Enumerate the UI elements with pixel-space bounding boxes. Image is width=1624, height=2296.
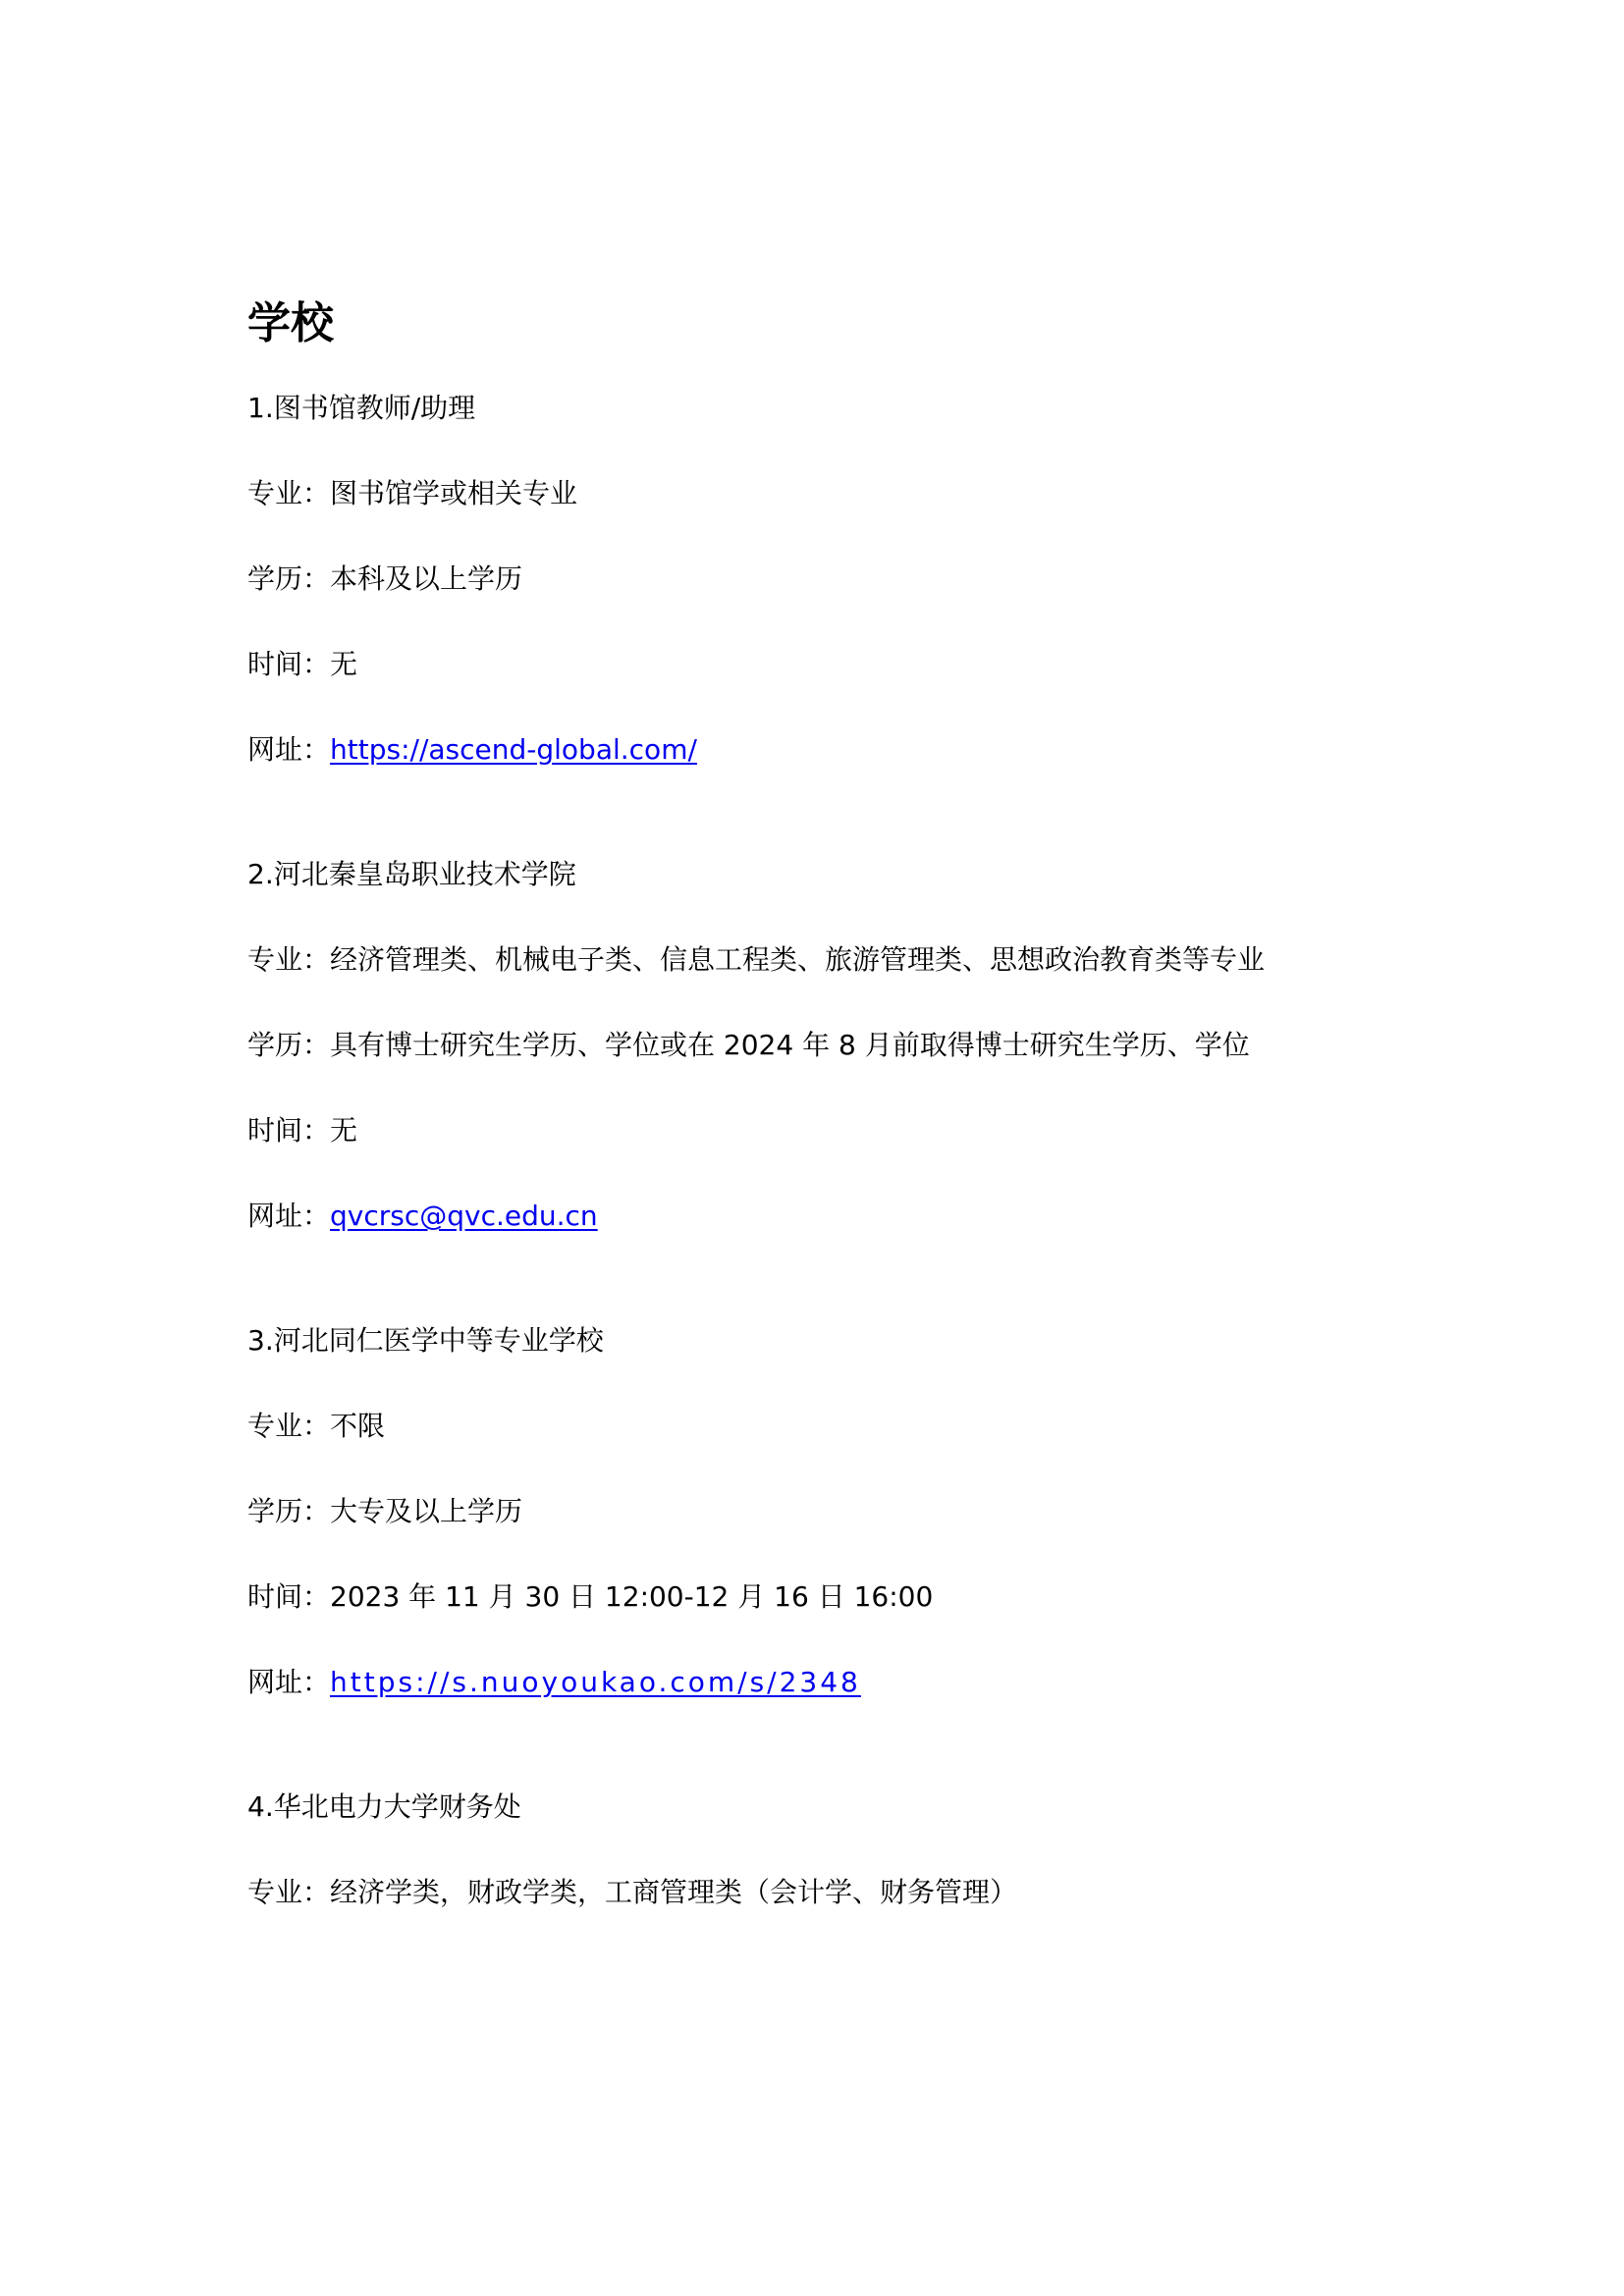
document-content — [247, 294, 1377, 1998]
major-line — [247, 474, 1377, 513]
education-line — [247, 560, 1377, 599]
time-label: 时间： — [247, 1580, 331, 1613]
entry-title: 3.河北同仁医学中等专业学校 — [247, 1324, 604, 1357]
job-entry-3 — [247, 1321, 1377, 1702]
entry-title: 1.图书馆教师/助理 — [247, 392, 476, 424]
major-label: 专业： — [247, 943, 331, 976]
url-label: 网址： — [247, 1666, 331, 1698]
job-entry-2 — [247, 855, 1377, 1236]
major-line — [247, 1407, 1377, 1446]
job-entry-4 — [247, 1788, 1377, 1912]
education-label: 学历： — [247, 1029, 331, 1061]
email-link[interactable]: qvcrsc@qvc.edu.cn — [330, 1200, 598, 1232]
time-line — [247, 1577, 1377, 1617]
major-value: 经济学类，财政学类，工商管理类（会计学、财务管理） — [330, 1876, 1018, 1908]
entry-title: 2.河北秦皇岛职业技术学院 — [247, 858, 576, 890]
education-line — [247, 1026, 1377, 1065]
url-label: 网址： — [247, 733, 331, 766]
major-label: 专业： — [247, 1876, 331, 1908]
education-label: 学历： — [247, 562, 331, 595]
time-value: 无 — [330, 1114, 358, 1147]
education-value: 具有博士研究生学历、学位或在 2024 年 8 月前取得博士研究生学历、学位 — [330, 1029, 1250, 1061]
entry-title: 4.华北电力大学财务处 — [247, 1790, 521, 1823]
time-value: 无 — [330, 648, 358, 680]
major-value: 不限 — [330, 1410, 386, 1442]
education-line — [247, 1492, 1377, 1531]
time-label: 时间： — [247, 648, 331, 680]
url-line — [247, 730, 1377, 770]
major-label: 专业： — [247, 477, 331, 509]
url-line — [247, 1663, 1377, 1702]
time-line — [247, 645, 1377, 684]
major-value: 图书馆学或相关专业 — [330, 477, 578, 509]
education-value: 大专及以上学历 — [330, 1495, 523, 1527]
major-value: 经济管理类、机械电子类、信息工程类、旅游管理类、思想政治教育类等专业 — [330, 943, 1266, 976]
time-line — [247, 1111, 1377, 1150]
education-label: 学历： — [247, 1495, 331, 1527]
page-title: 学校 — [247, 298, 334, 348]
major-line — [247, 940, 1377, 980]
url-link[interactable]: https://s.nuoyoukao.com/s/2348 — [330, 1666, 861, 1698]
major-line — [247, 1873, 1377, 1912]
major-label: 专业： — [247, 1410, 331, 1442]
time-label: 时间： — [247, 1114, 331, 1147]
url-line — [247, 1197, 1377, 1236]
education-value: 本科及以上学历 — [330, 562, 523, 595]
url-label: 网址： — [247, 1200, 331, 1232]
job-entry-1 — [247, 389, 1377, 770]
url-link[interactable]: https://ascend-global.com/ — [330, 733, 697, 766]
time-value: 2023 年 11 月 30 日 12:00-12 月 16 日 16:00 — [330, 1580, 934, 1613]
